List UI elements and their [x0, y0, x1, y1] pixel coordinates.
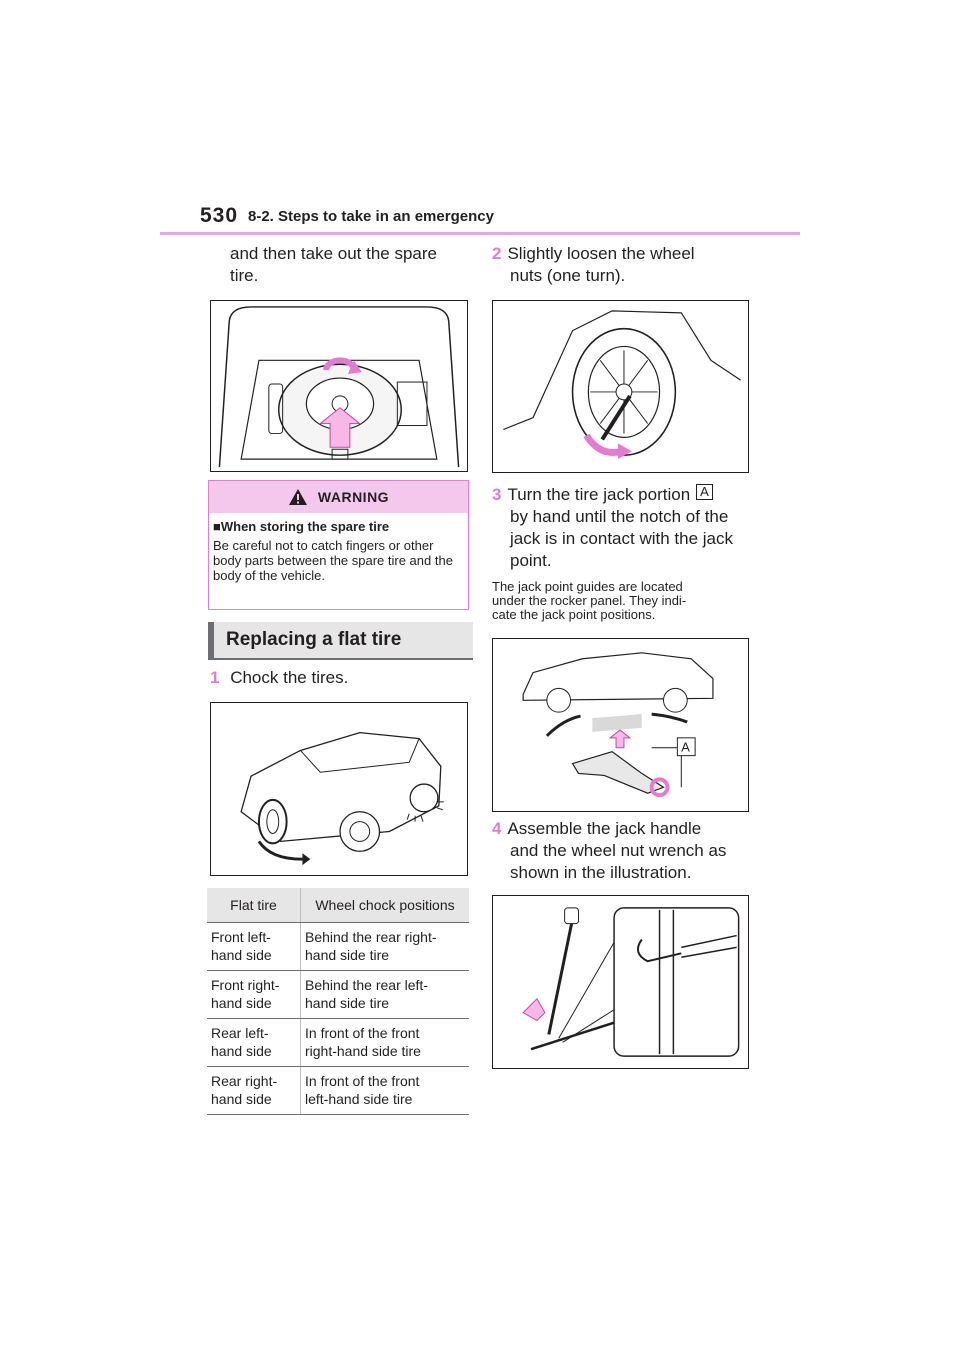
intro-text [230, 243, 437, 287]
chock-figure [210, 702, 468, 876]
chock-table [207, 888, 469, 1115]
step-4 [492, 818, 726, 884]
jack-handle-figure [492, 895, 749, 1069]
note-line: The jack point guides are located [492, 579, 683, 594]
jack-point-illustration [493, 639, 748, 811]
table-header-row [207, 888, 469, 923]
section-heading [208, 622, 473, 660]
warning-title: WARNING [317, 489, 390, 505]
intro-line-2: tire. [230, 266, 259, 285]
step-text-line: point. [510, 551, 552, 570]
table-row [207, 1019, 469, 1067]
table-header: Flat tire [207, 888, 301, 923]
section-title: 8-2. Steps to take in an emergency [248, 208, 494, 225]
step-number: 2 [492, 244, 502, 263]
step-text-line: Assemble the jack handle [507, 819, 702, 838]
spare-tire-figure [210, 300, 468, 472]
step-text-line: shown in the illustration. [510, 863, 692, 882]
note-line: cate the jack point positions. [492, 607, 656, 622]
step-number: 1 [210, 668, 220, 687]
car-chock-illustration [211, 703, 467, 875]
table-cell: Behind the rear right- hand side tire [301, 923, 470, 971]
label-a: A [696, 484, 713, 500]
jack-note [492, 580, 686, 622]
wheel-wrench-illustration [493, 301, 748, 472]
table-cell: Rear right- hand side [207, 1067, 301, 1115]
step-3 [492, 484, 733, 572]
step-1 [210, 667, 348, 689]
table-cell: Rear left- hand side [207, 1019, 301, 1067]
step-text-line: and the wheel nut wrench as [510, 841, 727, 860]
spare-tire-illustration [211, 301, 467, 471]
step-text: Chock the tires. [230, 668, 349, 687]
step-text-line: Slightly loosen the wheel [507, 244, 695, 263]
table-cell: Front left- hand side [207, 923, 301, 971]
table-cell: Behind the rear left- hand side tire [301, 971, 470, 1019]
note-line: under the rocker panel. They indi- [492, 593, 687, 608]
table-cell: Front right- hand side [207, 971, 301, 1019]
warning-triangle-icon [288, 488, 308, 506]
step-text-line: jack is in contact with the jack [510, 529, 733, 548]
step-text-line: Turn the tire jack portion [507, 485, 691, 504]
wheel-nut-figure [492, 300, 749, 473]
warning-box [208, 480, 469, 610]
warning-header [209, 481, 468, 513]
table-cell: In front of the front left-hand side tire [301, 1067, 470, 1115]
table-row [207, 923, 469, 971]
step-number: 4 [492, 819, 502, 838]
header-rule [160, 232, 800, 235]
jack-point-figure [492, 638, 749, 812]
warning-text: Be careful not to catch fingers or other body parts between the spare tire and the body of the vehicle. [213, 538, 453, 583]
step-text-line: by hand until the notch of the [510, 507, 729, 526]
table-cell: In front of the front right-hand side tire [301, 1019, 470, 1067]
step-text-line: nuts (one turn). [510, 266, 626, 285]
table-row [207, 971, 469, 1019]
step-number: 3 [492, 485, 502, 504]
intro-line-1: and then take out the spare [230, 244, 437, 263]
warning-subtitle: ■When storing the spare tire [213, 519, 390, 534]
heading-text: Replacing a flat tire [226, 629, 402, 650]
jack-handle-illustration [493, 896, 748, 1068]
figure-label-a: A [681, 739, 690, 755]
table-row [207, 1067, 469, 1115]
step-2 [492, 243, 695, 287]
table-header: Wheel chock positions [301, 888, 470, 923]
page-number: 530 [200, 204, 239, 227]
